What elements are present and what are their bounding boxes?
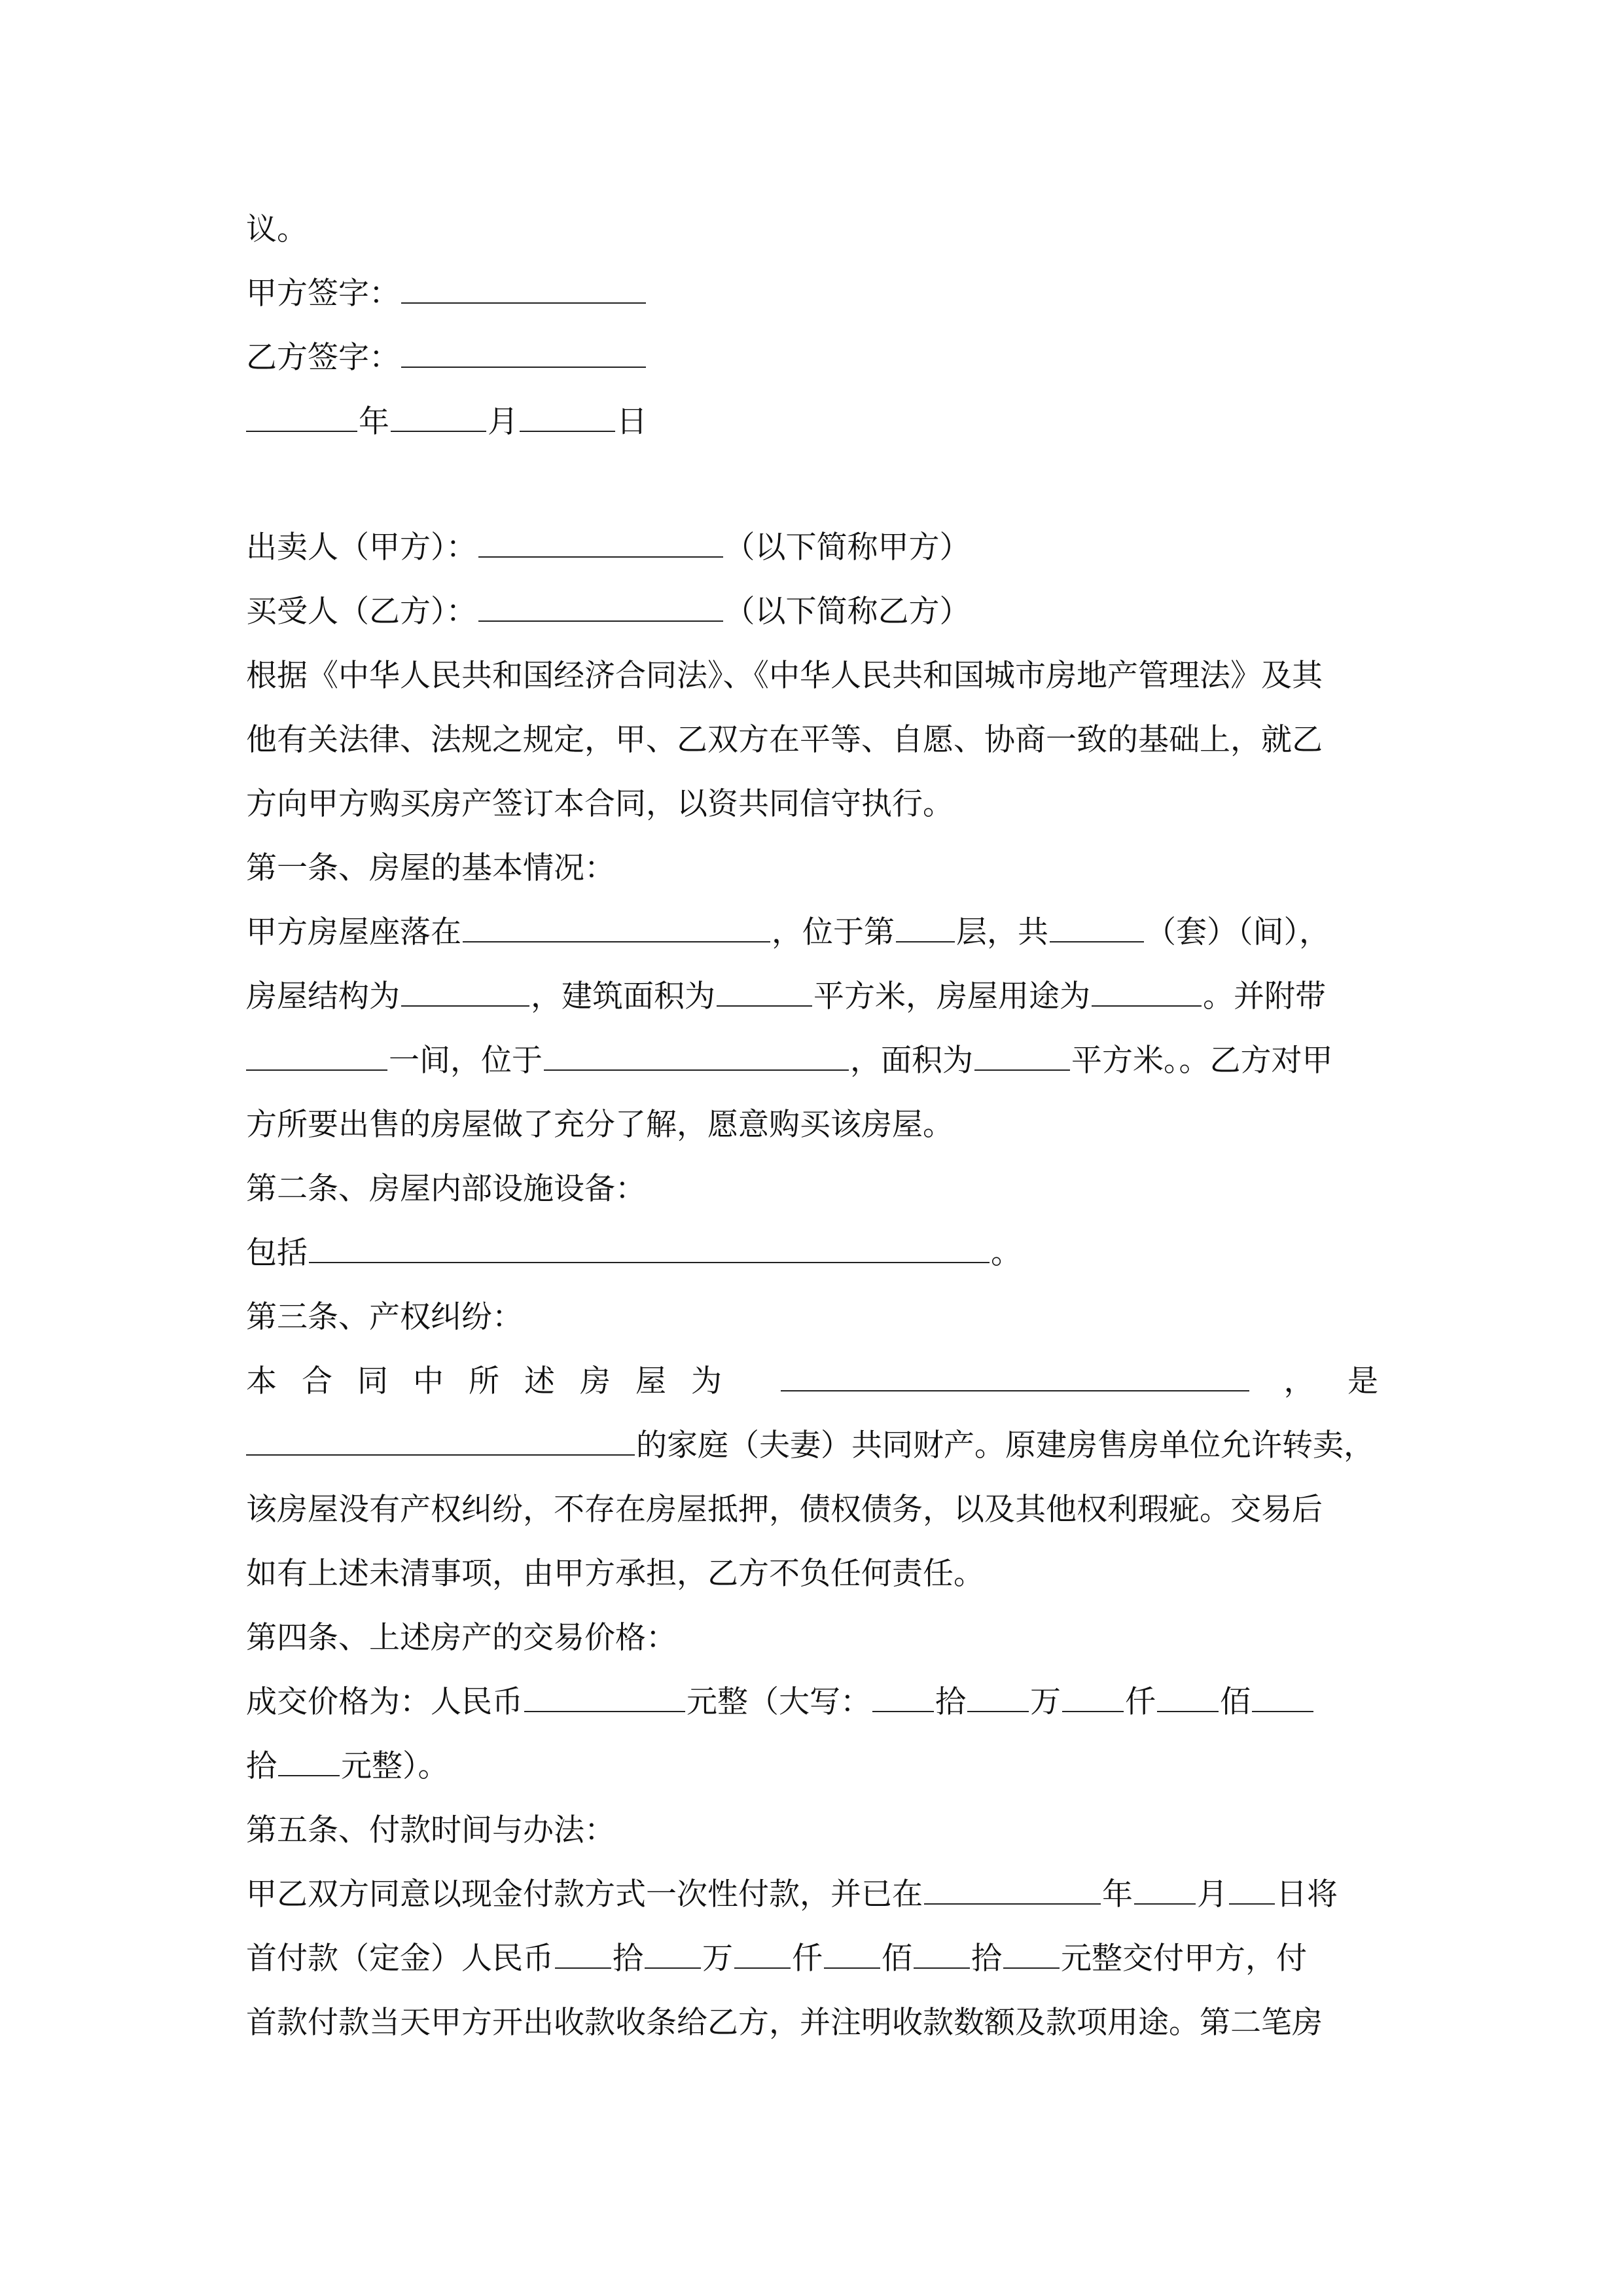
deposit-ten-blank[interactable]: [914, 1927, 970, 1969]
property-owner-blank[interactable]: [781, 1350, 1249, 1391]
deposit-unit-blank[interactable]: [1003, 1927, 1060, 1969]
a5-year-label: 年: [1102, 1876, 1133, 1912]
preamble-line-1: [246, 644, 1378, 708]
payment-year-blank[interactable]: [924, 1863, 1101, 1905]
buyer-line: [246, 580, 1378, 644]
a1-total-label: 层，共: [956, 914, 1048, 950]
attached-location-blank[interactable]: [544, 1029, 849, 1071]
a1-attached-unit-label: 平方米。。乙方对甲: [1071, 1043, 1333, 1079]
preamble-text-3: 方向甲方购买房产签订本合同，以资共同信守执行。: [246, 786, 954, 822]
a5-shi2-label: 拾: [971, 1941, 1002, 1977]
article-2-heading-text: 第二条、房屋内部设施设备：: [246, 1171, 646, 1207]
article-1-heading-text: 第一条、房屋的基本情况：: [246, 850, 615, 886]
party-a-signature-label: 甲方签字：: [246, 276, 400, 312]
party-a-signature-line: [246, 262, 1378, 326]
deposit-hundred-thousand-blank[interactable]: [555, 1927, 611, 1969]
a5-deposit-end-label: 元整交付甲方，付: [1061, 1941, 1307, 1977]
party-b-signature-blank[interactable]: [401, 326, 646, 368]
unit-count-blank[interactable]: [1050, 901, 1144, 942]
floor-area-blank[interactable]: [717, 965, 812, 1007]
preamble-text-2: 他有关法律、法规之规定，甲、乙双方在平等、自愿、协商一致的基础上，就乙: [246, 722, 1323, 758]
party-a-signature-blank[interactable]: [401, 262, 646, 304]
a4-bai-label: 佰: [1220, 1684, 1251, 1720]
a4-end-label: 元整）。: [341, 1748, 449, 1784]
article-1-text-4: 方所要出售的房屋做了充分了解，愿意购买该房屋。: [246, 1107, 954, 1143]
a1-usage-label: 平方米，房屋用途为: [813, 978, 1090, 1014]
article-3-line-3: [246, 1478, 1378, 1542]
price-hundred-thousand-blank[interactable]: [872, 1670, 934, 1712]
a3-joint-property-text: 的家庭（夫妻）共同财产。原建房售房单位允许转卖，: [636, 1427, 1374, 1463]
article-5-line-2: [246, 1927, 1378, 1991]
article-3-line-4: [246, 1542, 1378, 1606]
a4-shi2-label: 拾: [246, 1748, 277, 1784]
article-5-heading-text: 第五条、付款时间与办法：: [246, 1812, 615, 1848]
article-4-line-2: [246, 1734, 1378, 1799]
a4-shi-label: 拾: [935, 1684, 966, 1720]
facilities-blank[interactable]: [309, 1221, 990, 1263]
buyer-name-blank[interactable]: [478, 580, 723, 622]
article-4-heading: [246, 1606, 1378, 1670]
a5-qian-label: 仟: [792, 1941, 823, 1977]
signature-day-label: 日: [616, 404, 647, 440]
a1-location-label: 甲方房屋座落在: [246, 914, 461, 950]
a4-qian-label: 仟: [1125, 1684, 1156, 1720]
article-3-line-2: [246, 1414, 1378, 1478]
deposit-thousand-blank[interactable]: [734, 1927, 791, 1969]
a4-price-label: 成交价格为：人民币: [246, 1684, 523, 1720]
seller-line: [246, 516, 1378, 580]
a1-attached-location-label: 一间，位于: [389, 1043, 543, 1079]
price-unit-blank[interactable]: [278, 1734, 340, 1776]
a2-end-punct: 。: [991, 1235, 1022, 1271]
article-4-line-1: [246, 1670, 1378, 1734]
article-5-heading: [246, 1799, 1378, 1863]
signature-year-blank[interactable]: [246, 390, 357, 432]
article-1-line-3: [246, 1029, 1378, 1093]
a5-wan-label: 万: [702, 1941, 733, 1977]
article-1-line-4: [246, 1093, 1378, 1157]
article-1-line-2: [246, 965, 1378, 1029]
signature-month-label: 月: [488, 404, 518, 440]
preamble-line-2: [246, 708, 1378, 772]
buyer-suffix: （以下简称乙方）: [724, 594, 971, 630]
article-3-heading-text: 第三条、产权纠纷：: [246, 1299, 523, 1335]
a5-shi-label: 拾: [613, 1941, 643, 1977]
price-hundred-blank[interactable]: [1157, 1670, 1219, 1712]
seller-name-blank[interactable]: [478, 516, 723, 558]
attached-item-blank[interactable]: [246, 1029, 387, 1071]
a1-structure-label: 房屋结构为: [246, 978, 400, 1014]
price-ten-thousand-blank[interactable]: [967, 1670, 1029, 1712]
signature-date-line: [246, 390, 1378, 454]
article-4-heading-text: 第四条、上述房产的交易价格：: [246, 1620, 677, 1656]
signature-day-blank[interactable]: [520, 390, 615, 432]
article-1-line-1: [246, 901, 1378, 965]
seller-suffix: （以下简称甲方）: [724, 529, 971, 565]
a4-wan-label: 万: [1030, 1684, 1061, 1720]
buyer-label: 买受人（乙方）：: [246, 594, 477, 630]
a5-payment-text: 甲乙双方同意以现金付款方式一次性付款，并已在: [246, 1876, 923, 1912]
price-figure-blank[interactable]: [524, 1670, 685, 1712]
a3-house-label: 本合同中所述房屋为: [246, 1363, 747, 1399]
payment-day-blank[interactable]: [1229, 1863, 1275, 1905]
party-b-signature-label: 乙方签字：: [246, 340, 400, 376]
usage-blank[interactable]: [1092, 965, 1202, 1007]
payment-month-blank[interactable]: [1134, 1863, 1196, 1905]
article-2-heading: [246, 1157, 1378, 1221]
family-name-blank[interactable]: [246, 1414, 635, 1456]
deposit-ten-thousand-blank[interactable]: [645, 1927, 701, 1969]
a1-floor-label: ，位于第: [772, 914, 895, 950]
party-b-signature-line: [246, 326, 1378, 390]
article-5-line-3: [246, 1991, 1378, 2055]
article-3-text-3: 该房屋没有产权纠纷，不存在房屋抵押，债权债务，以及其他权利瑕疵。交易后: [246, 1492, 1323, 1528]
article-3-text-4: 如有上述未清事项，由甲方承担，乙方不负任何责任。: [246, 1556, 984, 1592]
preamble-text-1: 根据《中华人民共和国经济合同法》、《中华人民共和国城市房地产管理法》及其: [246, 658, 1323, 694]
article-1-heading: [246, 836, 1378, 901]
preamble-line-3: [246, 772, 1378, 836]
article-2-line-1: [246, 1221, 1378, 1285]
article-3-line-1: [246, 1350, 1378, 1414]
a1-unit-label: （套）（间），: [1145, 914, 1330, 950]
intro-tail: 议。: [246, 211, 308, 247]
a5-deposit-label: 首付款（定金）人民币: [246, 1941, 554, 1977]
a3-comma: ，: [1283, 1363, 1315, 1399]
seller-label: 出卖人（甲方）：: [246, 529, 477, 565]
a3-is-label: 是: [1347, 1363, 1378, 1399]
signature-month-blank[interactable]: [391, 390, 486, 432]
attached-area-blank[interactable]: [974, 1029, 1070, 1071]
a5-month-label: 月: [1197, 1876, 1228, 1912]
a1-area-label: ，建筑面积为: [531, 978, 715, 1014]
house-location-blank[interactable]: [463, 901, 770, 942]
signature-year-label: 年: [359, 404, 389, 440]
a1-attached-label: 。并附带: [1203, 978, 1326, 1014]
article-5-text-3: 首款付款当天甲方开出收款收条给乙方，并注明收款数额及款项用途。第二笔房: [246, 2005, 1323, 2041]
a2-include-label: 包括: [246, 1235, 308, 1271]
deposit-hundred-blank[interactable]: [824, 1927, 880, 1969]
intro-line: [246, 198, 1378, 262]
price-thousand-blank[interactable]: [1062, 1670, 1124, 1712]
a5-bai-label: 佰: [882, 1941, 912, 1977]
structure-blank[interactable]: [401, 965, 529, 1007]
a1-attached-area-label: ，面积为: [850, 1043, 973, 1079]
article-3-heading: [246, 1285, 1378, 1350]
a4-price-words-label: 元整（大写：: [687, 1684, 871, 1720]
a5-day-label: 日将: [1276, 1876, 1338, 1912]
article-5-line-1: [246, 1863, 1378, 1927]
floor-number-blank[interactable]: [896, 901, 955, 942]
price-ten-blank[interactable]: [1252, 1670, 1313, 1712]
